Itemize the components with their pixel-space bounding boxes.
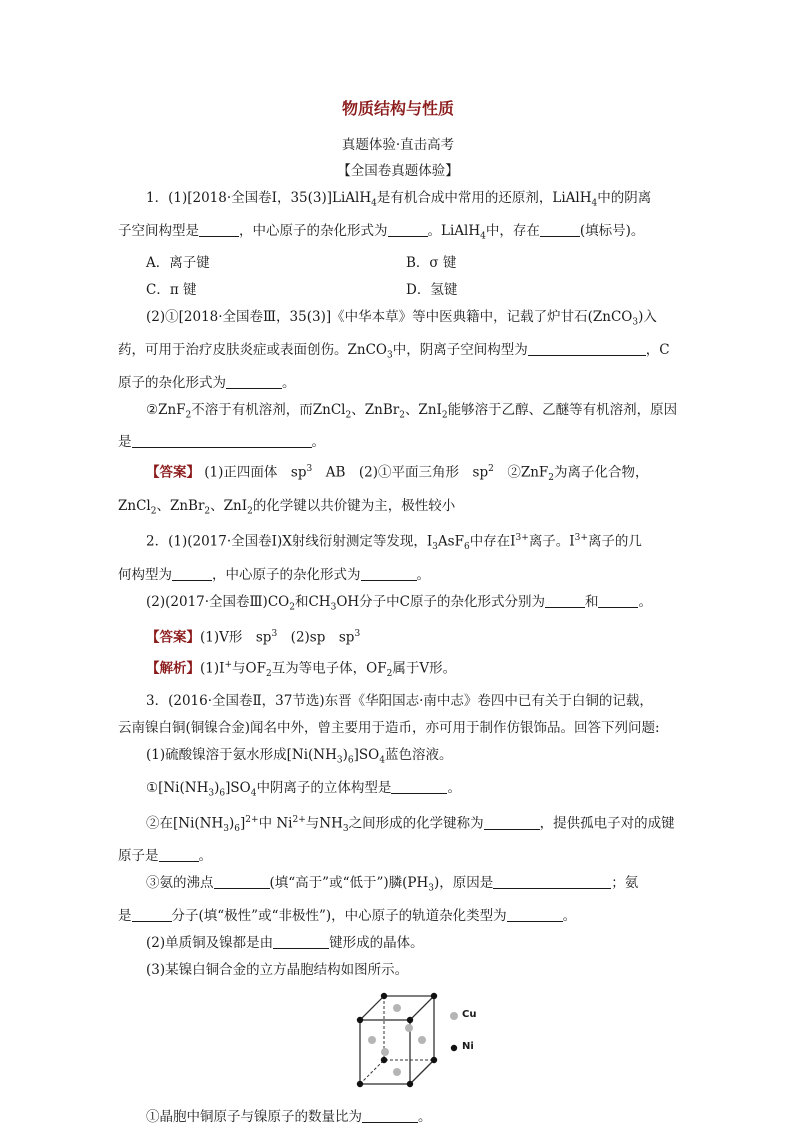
answer-blank[interactable] — [214, 874, 270, 889]
answer-blank[interactable] — [132, 433, 312, 448]
legend-cu: Cu — [462, 1009, 477, 1021]
legend-ni: Ni — [462, 1041, 474, 1053]
q3-sub-6: 是 分子(填“极性”或“非极性”)，中心原子的轨道杂化类型为 。 — [118, 908, 577, 925]
answer-blank[interactable] — [388, 222, 428, 237]
page-subtitle: 真题体验·直击高考 — [341, 137, 455, 153]
unit-cell-figure — [354, 990, 484, 1102]
answer-blank[interactable] — [540, 222, 580, 237]
q1-line-1: 1．(1)[2018·全国卷Ⅰ，35(3)]LiAlH$_4$是有机合成中常用的还原剂，LiAlH$_4$中的阴离 — [146, 190, 652, 209]
answer-blank[interactable] — [362, 1108, 418, 1123]
q1-part2-line-3: 原子的杂化形式为 。 — [118, 374, 296, 391]
answer-blank[interactable] — [159, 847, 199, 862]
answer-blank[interactable] — [273, 934, 329, 949]
answer-blank[interactable] — [484, 815, 540, 830]
q2-explanation: 【解析】(1)I+与$OF_2$互为等电子体，$OF_2$属于V形。 — [146, 659, 457, 679]
q1-part2-line-4: ②ZnF$_2$不溶于有机溶剂，而ZnCl$_2$、ZnBr$_2$、ZnI$_2$能够溶于乙醇、乙醚等有机溶剂，原因 — [146, 401, 678, 421]
page-title: 物质结构与性质 — [341, 99, 454, 118]
answer-blank[interactable] — [598, 593, 638, 608]
q1-options-row-1 — [118, 250, 678, 277]
answer-blank[interactable] — [361, 566, 417, 581]
answer-blank[interactable] — [391, 779, 447, 794]
q1-options-row-2 — [118, 277, 678, 304]
document-page — [118, 96, 678, 1131]
answer-blank[interactable] — [493, 874, 611, 889]
explanation-tag: 【解析】 — [146, 660, 200, 677]
q2-line-3: (2)(2017·全国卷$Ⅲ)CO_2$和$CH_3OH$分子中C原子的杂化形式分别为 和 。 — [146, 593, 652, 613]
q3-sub-1: (1)硫酸镍溶于氨水形成$[Ni(NH_3)_6]SO_4$蓝色溶液。 — [146, 746, 453, 766]
q3-sub-5: ③氨的沸点 (填“高于”或“低于”)膦$(PH_3)$，原因是 ；氨 — [146, 875, 639, 895]
q3-sub-7: (2)单质铜及镍都是由 键形成的晶体。 — [146, 935, 424, 952]
q2-line-1: 2．(1)(2017·全国卷Ⅰ)X射线衍射测定等发现，$I_3AsF_6$中存在$I^{3+}$离子。$I^{3+}$离子的几 — [146, 533, 642, 553]
q1-part2-line-2: 药，可用于治疗皮肤炎症或表面创伤。ZnCO$_3$中，阴离子空间构型为 ，C — [118, 342, 670, 361]
answer-blank[interactable] — [132, 907, 172, 922]
q2-answer: 【答案】(1)V形 $sp^3$ (2)sp $sp^3$ — [146, 629, 361, 646]
q1-line-2: 子空间构型是 ，中心原子的杂化形式为 。LiAlH$_4$中，存在 (填标号)。 — [118, 222, 645, 242]
answer-tag: 【答案】 — [146, 464, 200, 481]
answer-blank[interactable] — [226, 374, 282, 389]
option-d: D．氢键 — [406, 282, 458, 299]
q3-sub-2: $①[Ni(NH_3)_6]SO_4$中阴离子的立体构型是 。 — [146, 779, 461, 799]
q1-part2-line-5: 是 。 — [118, 434, 325, 451]
option-a: A．离子键 — [146, 255, 210, 272]
option-c: C．π 键 — [146, 282, 197, 299]
answer-blank[interactable] — [172, 566, 212, 581]
answer-blank[interactable] — [199, 222, 239, 237]
q3-line-2: 云南镍白铜(铜镍合金)闻名中外，曾主要用于造币，亦可用于制作仿银饰品。回答下列问题: — [118, 719, 660, 736]
q2-line-2: 何构型为 ，中心原子的杂化形式为 。 — [118, 566, 430, 583]
q3-sub-9: ①晶胞中铜原子与镍原子的数量比为 。 — [146, 1109, 432, 1126]
q3-sub-3: ②在$[Ni(NH_3)_6]^{2+}$中 $Ni^{2+}$与$NH_3$之间形成的化学键称为 ，提供孤电子对的成键 — [146, 815, 675, 835]
answer-blank[interactable] — [507, 907, 563, 922]
q3-sub-8: (3)某镍白铜合金的立方晶胞结构如图所示。 — [146, 962, 409, 979]
q3-sub-4: 原子是 。 — [118, 848, 212, 865]
option-b: B．σ 键 — [406, 255, 457, 272]
section-heading: 【全国卷真题体验】 — [337, 163, 459, 179]
answer-tag: 【答案】 — [146, 629, 200, 646]
q1-answer-line-2: ZnCl$_2$、ZnBr$_2$、ZnI$_2$的化学键以共价键为主，极性较小 — [118, 497, 456, 517]
answer-blank[interactable] — [528, 341, 646, 356]
q3-line-1: 3．(2016·全国卷Ⅱ，37节选)东晋《华阳国志·南中志》卷四中已有关于白铜的记载， — [146, 692, 653, 709]
answer-blank[interactable] — [545, 593, 585, 608]
q1-part2-line-1: (2)①[2018·全国卷Ⅲ，35(3)]《中华本草》等中医典籍中，记载了炉甘石(ZnCO$_3$)入 — [146, 309, 657, 329]
q1-answer-line-1: 【答案】 (1)正四面体 $sp^3$ AB (2)①平面三角形 $sp^2$ ②ZnF$_2$为离子化合物， — [146, 464, 649, 484]
